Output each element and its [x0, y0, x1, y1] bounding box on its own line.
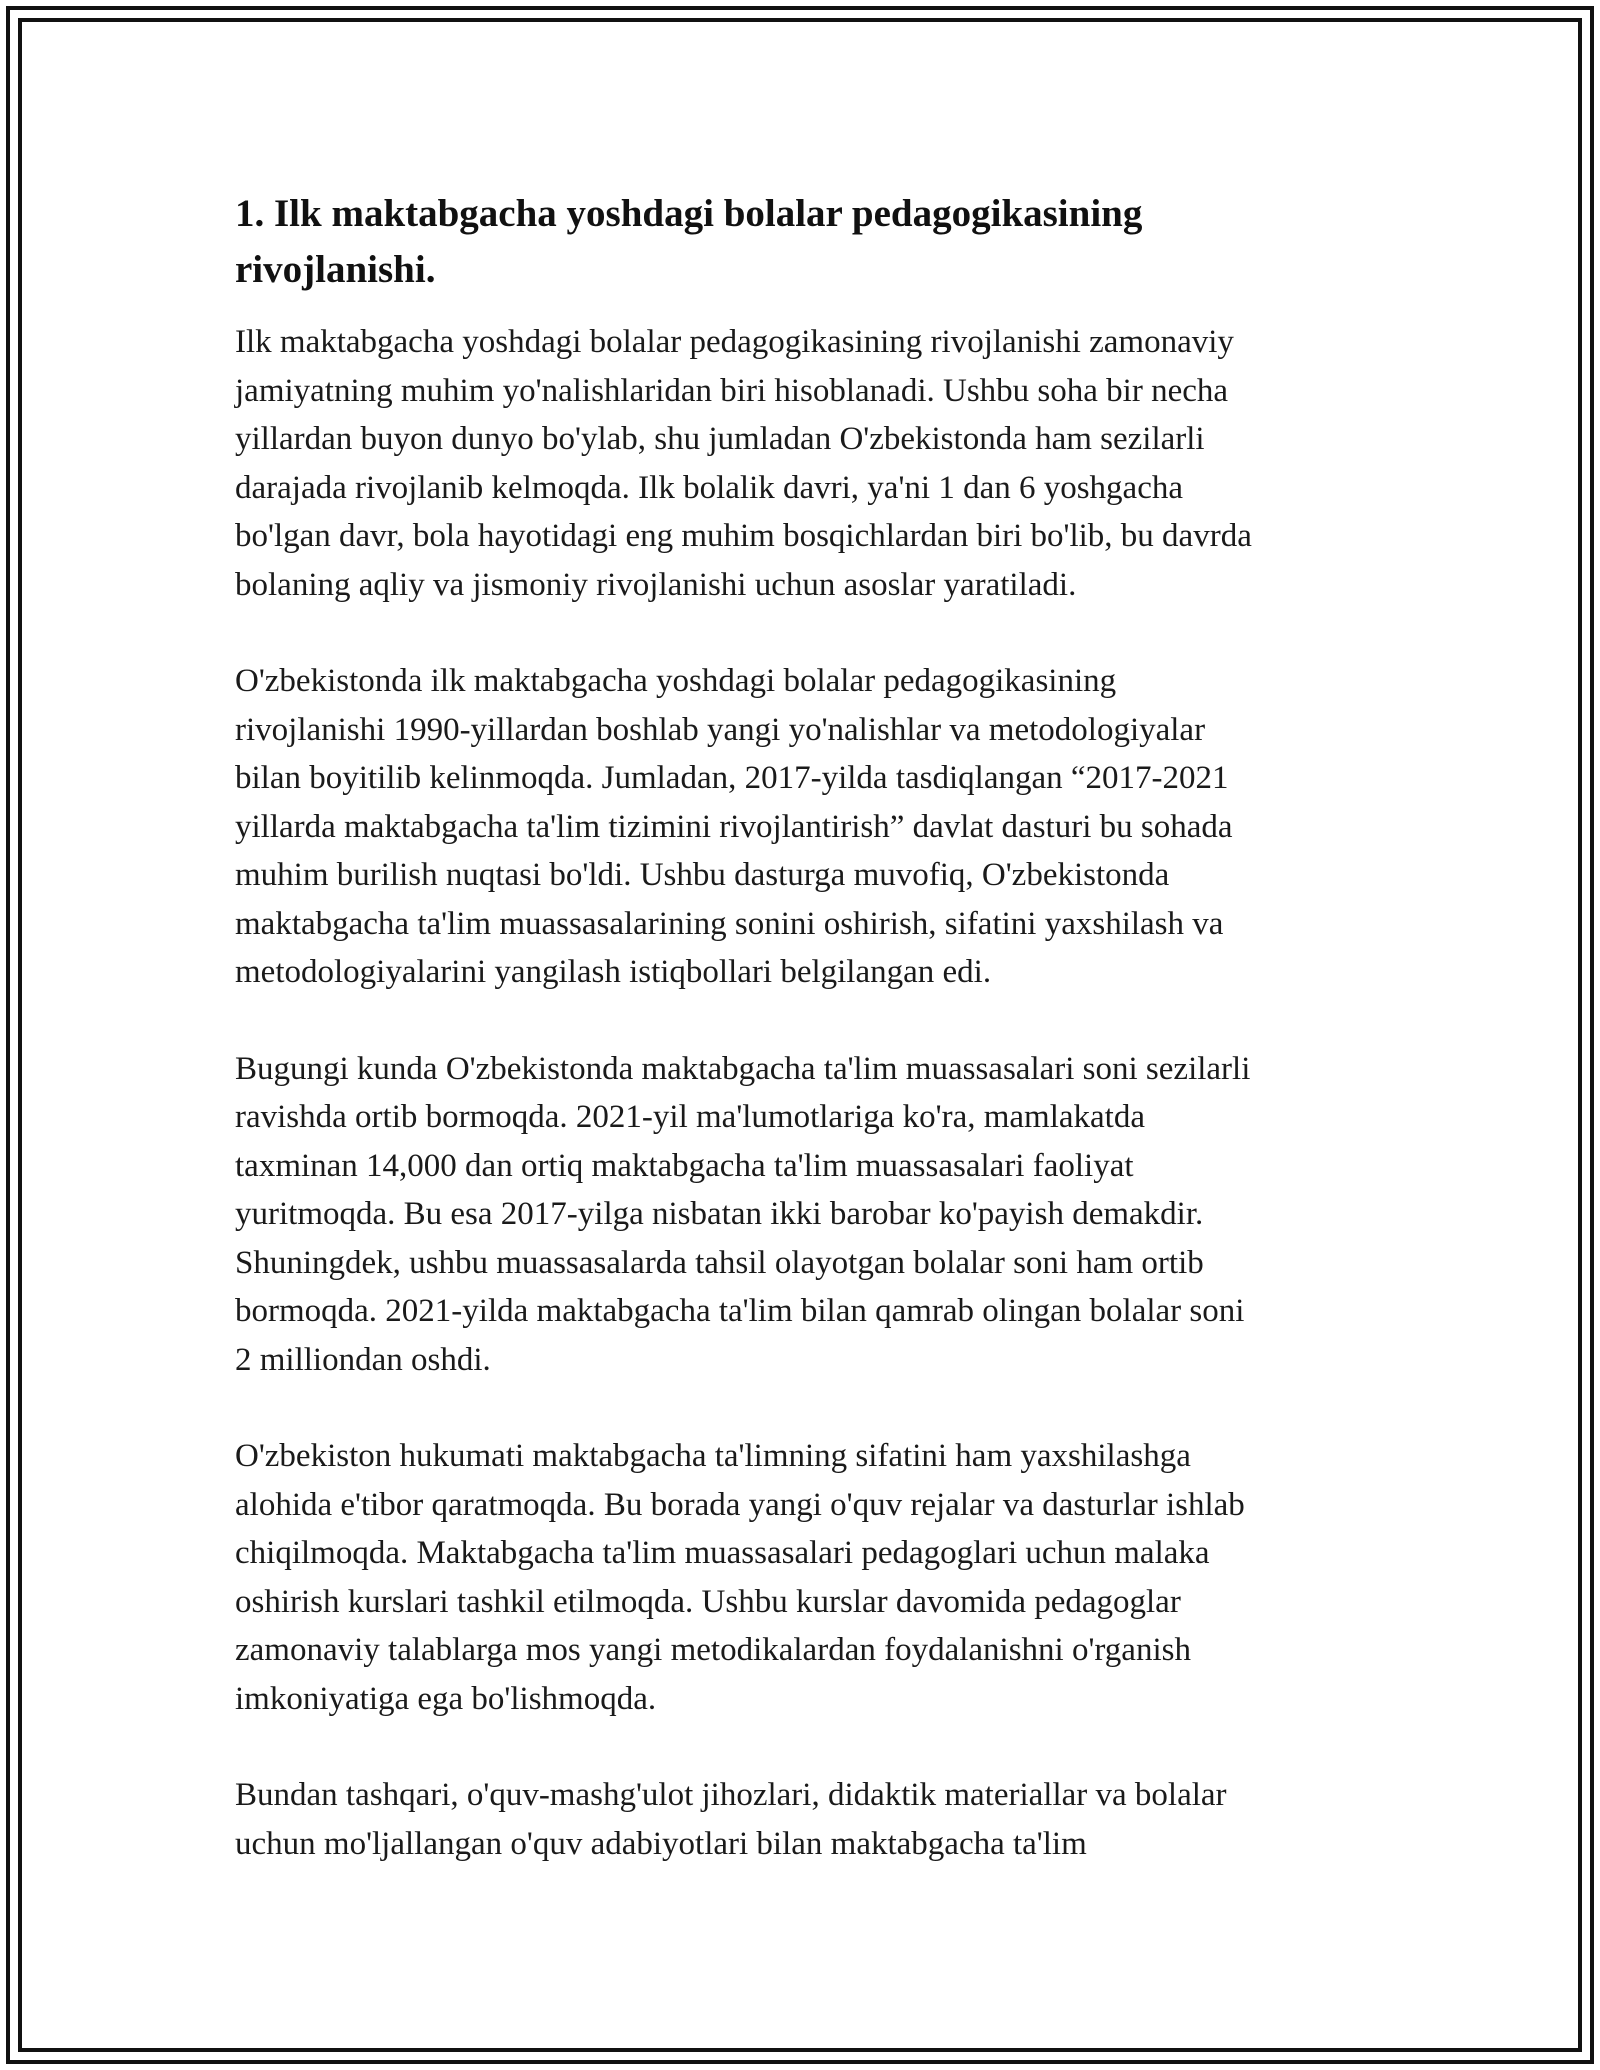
- text-line: rivojlanishi 1990-yillardan boshlab yangi yo'nalishlar va metodologiyalar: [235, 711, 1206, 748]
- text-line: bormoqda. 2021-yilda maktabgacha ta'lim bilan qamrab olingan bolalar soni: [235, 1293, 1245, 1329]
- text-line: alohida e'tibor qaratmoqda. Bu borada yangi o'quv rejalar va dasturlar ishlab: [235, 1486, 1245, 1523]
- text-line: Ilk maktabgacha yoshdagi bolalar pedagogikasining rivojlanishi zamonaviy: [235, 324, 1234, 360]
- paragraph-4: [235, 1432, 1385, 1723]
- text-line: O'zbekiston hukumati maktabgacha ta'limning sifatini ham yaxshilashga: [235, 1438, 1191, 1474]
- text-line: muhim burilish nuqtasi bo'ldi. Ushbu dasturga muvofiq, O'zbekistonda: [235, 857, 1170, 893]
- paragraph-3: [235, 1045, 1385, 1385]
- text-line: imkoniyatiga ega bo'lishmoqda.: [235, 1680, 657, 1717]
- section-heading: [235, 186, 1385, 298]
- text-line: maktabgacha ta'lim muassasalarining sonini oshirish, sifatini yaxshilash va: [235, 905, 1224, 942]
- text-line: yillarda maktabgacha ta'lim tizimini rivojlantirish” davlat dasturi bu sohada: [235, 808, 1233, 845]
- paragraph-2: [235, 657, 1385, 997]
- text-line: Bugungi kunda O'zbekistonda maktabgacha ta'lim muassasalari soni sezilarli: [235, 1050, 1251, 1087]
- text-line: darajada rivojlanib kelmoqda. Ilk bolalik davri, ya'ni 1 dan 6 yoshgacha: [235, 469, 1183, 506]
- text-line: bo'lgan davr, bola hayotidagi eng muhim bosqichlardan biri bo'lib, bu davrda: [235, 518, 1252, 554]
- paragraph-5: [235, 1771, 1385, 1868]
- text-line: bolaning aqliy va jismoniy rivojlanishi uchun asoslar yaratiladi.: [235, 566, 1077, 603]
- text-line: chiqilmoqda. Maktabgacha ta'lim muassasalari pedagoglari uchun malaka: [235, 1535, 1210, 1571]
- text-line: bilan boyitilib kelinmoqda. Jumladan, 2017-yilda tasdiqlangan “2017-2021: [235, 760, 1229, 796]
- text-line: metodologiyalarini yangilash istiqbollari belgilangan edi.: [235, 954, 992, 990]
- text-line: taxminan 14,000 dan ortiq maktabgacha ta'lim muassasalari faoliyat: [235, 1147, 1134, 1184]
- heading-line: 1. Ilk maktabgacha yoshdagi bolalar pedagogikasining: [235, 192, 1143, 235]
- text-line: zamonaviy talablarga mos yangi metodikalardan foydalanishni o'rganish: [235, 1632, 1191, 1668]
- text-line: 2 milliondan oshdi.: [235, 1341, 491, 1378]
- text-line: ravishda ortib bormoqda. 2021-yil ma'lumotlariga ko'ra, mamlakatda: [235, 1099, 1145, 1135]
- text-line: oshirish kurslari tashkil etilmoqda. Ushbu kurslar davomida pedagoglar: [235, 1583, 1181, 1620]
- paragraph-1: [235, 318, 1385, 609]
- document-body: [235, 186, 1385, 1916]
- text-line: Shuningdek, ushbu muassasalarda tahsil olayotgan bolalar soni ham ortib: [235, 1244, 1204, 1281]
- heading-line: rivojlanishi.: [235, 248, 436, 291]
- text-line: uchun mo'ljallangan o'quv adabiyotlari bilan maktabgacha ta'lim: [235, 1825, 1087, 1862]
- text-line: Bundan tashqari, o'quv-mashg'ulot jihozlari, didaktik materiallar va bolalar: [235, 1777, 1227, 1813]
- text-line: jamiyatning muhim yo'nalishlaridan biri hisoblanadi. Ushbu soha bir necha: [235, 372, 1229, 409]
- text-line: O'zbekistonda ilk maktabgacha yoshdagi bolalar pedagogikasining: [235, 663, 1117, 699]
- text-line: yillardan buyon dunyo bo'ylab, shu jumladan O'zbekistonda ham sezilarli: [235, 421, 1205, 457]
- text-line: yuritmoqda. Bu esa 2017-yilga nisbatan ikki barobar ko'payish demakdir.: [235, 1196, 1204, 1232]
